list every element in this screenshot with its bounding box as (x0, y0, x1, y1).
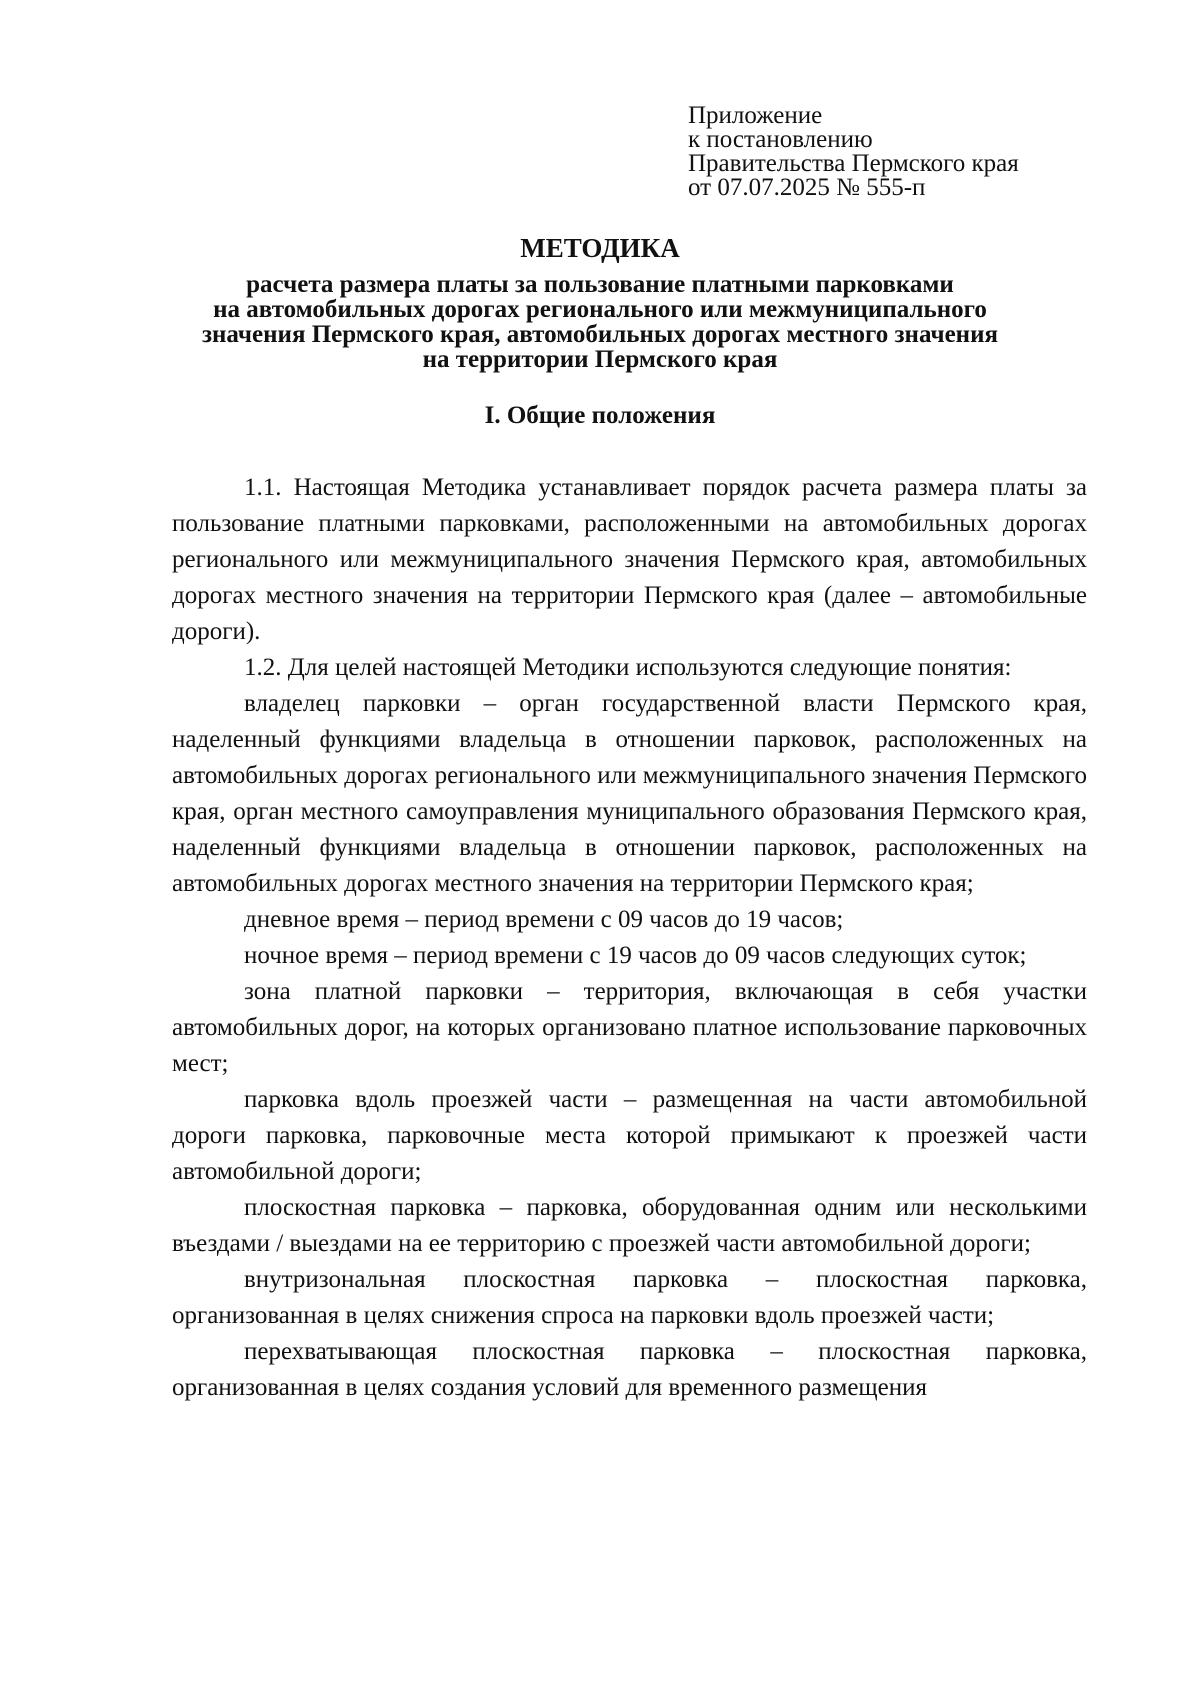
definition-intrazonal-parking: внутризональная плоскостная парковка – плоскостная парковка, организованная в целях снижения спроса на парковки вдоль проезжей части; (172, 1266, 1087, 1329)
paragraph-1-2: 1.2. Для целей настоящей Методики используются следующие понятия: (244, 654, 1012, 681)
definition-nighttime: ночное время – период времени с 19 часов до 09 часов следующих суток; (244, 942, 1027, 969)
paragraph-1-1: 1.1. Настоящая Методика устанавливает порядок расчета размера платы за пользование платными парковками, расположенными на автомобильных дорогах регионального или межмуниципального значения Пермского края, автомобильных дорогах местного значения на территории Пермского края (далее – автомобильные дороги). (172, 474, 1087, 645)
document-title: МЕТОДИКА (520, 233, 680, 263)
definition-parking-owner: владелец парковки – орган государственной власти Пермского края, наделенный функциями владельца в отношении парковок, расположенных на автомобильных дорогах регионального или межмуниципального значения Пермского края, орган местного самоуправления муниципального образования Пермского края, наделенный функциями владельца в отношении парковок, расположенных на автомобильных дорогах местного значения на территории Пермского края; (172, 690, 1087, 897)
subtitle-line: значения Пермского края, автомобильных дорогах местного значения (201, 321, 998, 348)
appendix-line: к постановлению (688, 126, 873, 153)
definition-surface-parking: плоскостная парковка – парковка, оборудованная одним или несколькими въездами / выездами на ее территорию с проезжей части автомобильной дороги; (172, 1194, 1087, 1257)
section-heading: I. Общие положения (484, 402, 716, 429)
appendix-block (688, 104, 1108, 200)
definition-paid-parking-zone: зона платной парковки – территория, включающая в себя участки автомобильных дорог, на которых организовано платное использование парковочных мест; (172, 978, 1087, 1077)
definition-roadside-parking: парковка вдоль проезжей части – размещенная на части автомобильной дороги парковка, парковочные места которой примыкают к проезжей части автомобильной дороги; (172, 1086, 1087, 1185)
definition-intercept-parking: перехватывающая плоскостная парковка – плоскостная парковка, организованная в целях создания условий для временного размещения (172, 1338, 1087, 1401)
appendix-line: Приложение (688, 102, 823, 129)
subtitle-line: на территории Пермского края (422, 346, 778, 373)
definition-daytime: дневное время – период времени с 09 часов до 19 часов; (244, 906, 844, 933)
subtitle-line: расчета размера платы за пользование платными парковками (246, 271, 954, 298)
appendix-line: Правительства Пермского края (688, 150, 1019, 177)
appendix-date-number: от 07.07.2025 № 555-п (688, 174, 926, 201)
subtitle-line: на автомобильных дорогах регионального или межмуниципального (213, 296, 987, 323)
body-text (172, 470, 1087, 1406)
document-subtitle (130, 272, 1070, 372)
